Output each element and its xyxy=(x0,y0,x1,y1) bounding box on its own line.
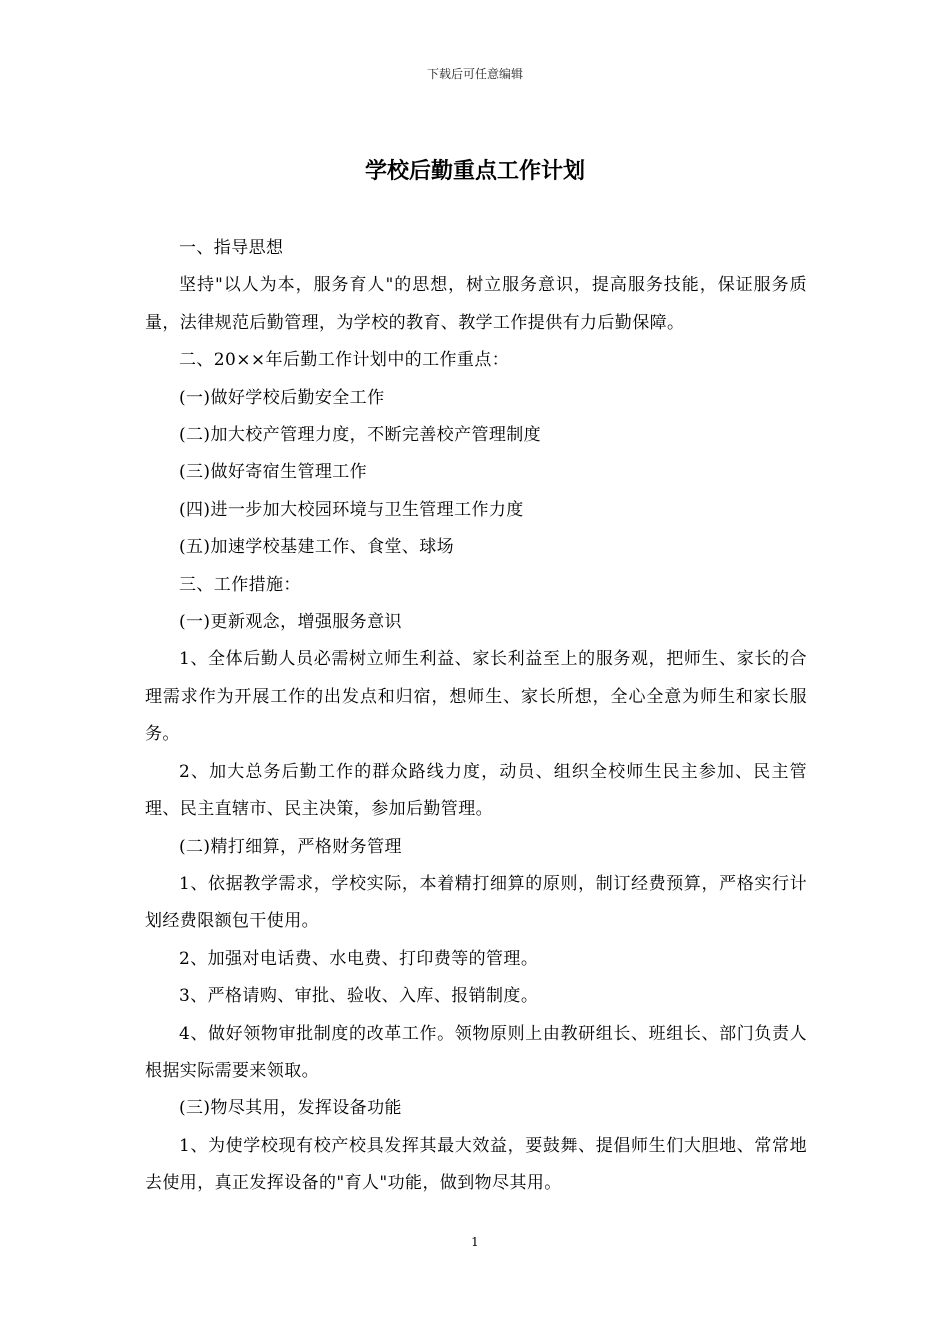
page-number: 1 xyxy=(471,1235,479,1249)
paragraph: 4、做好领物审批制度的改革工作。领物原则上由教研组长、班组长、部门负责人根据实际需要来领取。 xyxy=(145,1023,807,1081)
document-title: 学校后勤重点工作计划 xyxy=(364,158,585,184)
list-item: (一)做好学校后勤安全工作 xyxy=(179,387,385,408)
subsection-heading: (二)精打细算，严格财务管理 xyxy=(179,836,402,857)
list-item: (三)做好寄宿生管理工作 xyxy=(179,462,368,483)
paragraph: 2、加大总务后勤工作的群众路线力度，动员、组织全校师生民主参加、民主管理、民主直辖市、民主决策，参加后勤管理。 xyxy=(145,761,807,820)
subsection-heading: (一)更新观念，增强服务意识 xyxy=(179,612,402,633)
document-body xyxy=(145,230,807,1203)
paragraph: 2、加强对电话费、水电费、打印费等的管理。 xyxy=(179,948,539,969)
paragraph: 坚持"以人为本，服务育人"的思想，树立服务意识，提高服务技能，保证服务质量，法律规范后勤管理，为学校的教育、教学工作提供有力后勤保障。 xyxy=(145,275,807,333)
list-item: (二)加大校产管理力度，不断完善校产管理制度 xyxy=(179,425,542,446)
paragraph: 1、依据教学需求，学校实际，本着精打细算的原则，制订经费预算，严格实行计划经费限额包干使用。 xyxy=(145,873,807,932)
paragraph: 3、严格请购、审批、验收、入库、报销制度。 xyxy=(179,986,539,1007)
subsection-heading: (三)物尽其用，发挥设备功能 xyxy=(179,1098,402,1119)
section-heading-measures: 三、工作措施： xyxy=(179,574,301,595)
paragraph: 1、全体后勤人员必需树立师生利益、家长利益至上的服务观，把师生、家长的合理需求作为开展工作的出发点和归宿，想师生、家长所想，全心全意为师生和家长服务。 xyxy=(145,649,807,745)
section-heading-guiding-ideology: 一、指导思想 xyxy=(179,238,284,258)
page-header-note: 下载后可任意编辑 xyxy=(426,67,523,81)
paragraph: 1、为使学校现有校产校具发挥其最大效益，要鼓舞、提倡师生们大胆地、常常地去使用，真正发挥设备的"育人"功能，做到物尽其用。 xyxy=(145,1135,807,1194)
section-heading-key-work: 二、20××年后勤工作计划中的工作重点： xyxy=(179,350,510,371)
list-item: (四)进一步加大校园环境与卫生管理工作力度 xyxy=(179,499,524,520)
list-item: (五)加速学校基建工作、食堂、球场 xyxy=(179,537,455,558)
